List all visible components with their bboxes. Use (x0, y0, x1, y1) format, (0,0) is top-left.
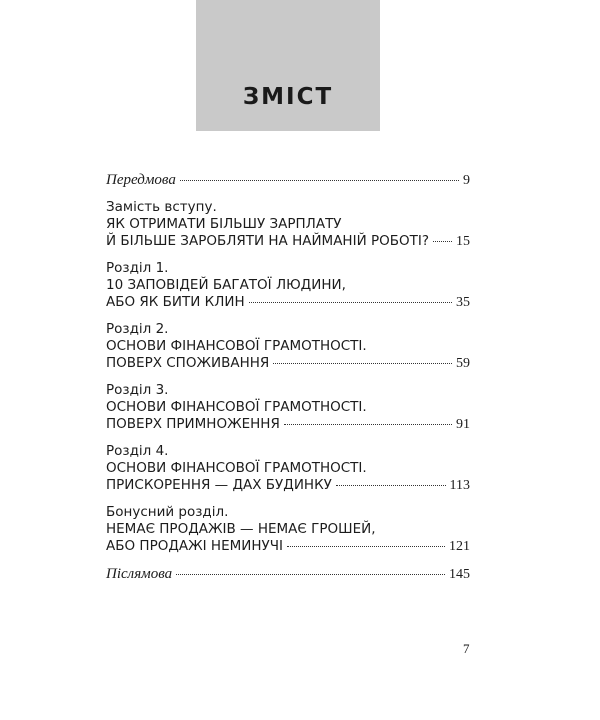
toc-entry-page: 35 (456, 295, 470, 310)
toc-entry-page: 121 (449, 539, 470, 554)
toc-entry-title: ПОВЕРХ СПОЖИВАННЯ (106, 355, 270, 371)
page-title: ЗМІСТ (242, 84, 334, 110)
toc-entry-intro[interactable] (106, 199, 470, 250)
dot-leader (287, 546, 445, 547)
dot-leader (249, 302, 452, 303)
toc-entry-title: АБО ПРОДАЖІ НЕМИНУЧІ (106, 538, 283, 554)
toc-entry-label: Розділ 1. (106, 260, 169, 276)
toc-entry-page: 113 (449, 478, 470, 493)
toc-entry-chapter-4[interactable] (106, 443, 470, 494)
toc-entry-bonus-chapter[interactable] (106, 504, 470, 555)
dot-leader (273, 363, 452, 364)
toc-entry-title: 10 ЗАПОВІДЕЙ БАГАТОЇ ЛЮДИНИ, (106, 277, 346, 293)
toc-entry-label: Розділ 4. (106, 443, 169, 459)
toc-entry-label: Передмова (106, 172, 176, 188)
toc-entry-label: Бонусний розділ. (106, 504, 229, 520)
page-number: 7 (463, 641, 470, 656)
dot-leader (433, 241, 452, 242)
title-banner (196, 0, 380, 131)
toc-entry-afterword[interactable] (106, 566, 470, 583)
toc-entry-page: 91 (456, 417, 470, 432)
toc-entry-title: ПОВЕРХ ПРИМНОЖЕННЯ (106, 416, 280, 432)
toc-entry-page: 9 (463, 173, 470, 188)
toc-entry-page: 59 (456, 356, 470, 371)
toc-entry-title: АБО ЯК БИТИ КЛИН (106, 294, 245, 310)
toc-entry-label: Розділ 2. (106, 321, 169, 337)
toc-entry-page: 15 (456, 234, 470, 249)
dot-leader (284, 424, 452, 425)
toc-entry-chapter-1[interactable] (106, 260, 470, 311)
toc-entry-label: Розділ 3. (106, 382, 169, 398)
toc-entry-title: ОСНОВИ ФІНАНСОВОЇ ГРАМОТНОСТІ. (106, 399, 367, 415)
toc-entry-label: Замість вступу. (106, 199, 217, 215)
toc-entry-chapter-2[interactable] (106, 321, 470, 372)
toc-entry-chapter-3[interactable] (106, 382, 470, 433)
toc-entry-title: ПРИСКОРЕННЯ — ДАХ БУДИНКУ (106, 477, 332, 493)
toc-entry-title: Й БІЛЬШЕ ЗАРОБЛЯТИ НА НАЙМАНІЙ РОБОТІ? (106, 233, 430, 249)
dot-leader (336, 485, 446, 486)
toc-entry-title: ЯК ОТРИМАТИ БІЛЬШУ ЗАРПЛАТУ (106, 216, 342, 232)
toc-entry-foreword[interactable] (106, 172, 470, 189)
dot-leader (176, 574, 445, 575)
toc-entry-title: НЕМАЄ ПРОДАЖІВ — НЕМАЄ ГРОШЕЙ, (106, 521, 376, 537)
toc-entry-title: ОСНОВИ ФІНАНСОВОЇ ГРАМОТНОСТІ. (106, 460, 367, 476)
table-of-contents (106, 168, 470, 583)
toc-entry-title: ОСНОВИ ФІНАНСОВОЇ ГРАМОТНОСТІ. (106, 338, 367, 354)
toc-entry-page: 145 (449, 567, 470, 582)
toc-entry-label: Післямова (106, 566, 173, 582)
dot-leader (180, 180, 459, 181)
